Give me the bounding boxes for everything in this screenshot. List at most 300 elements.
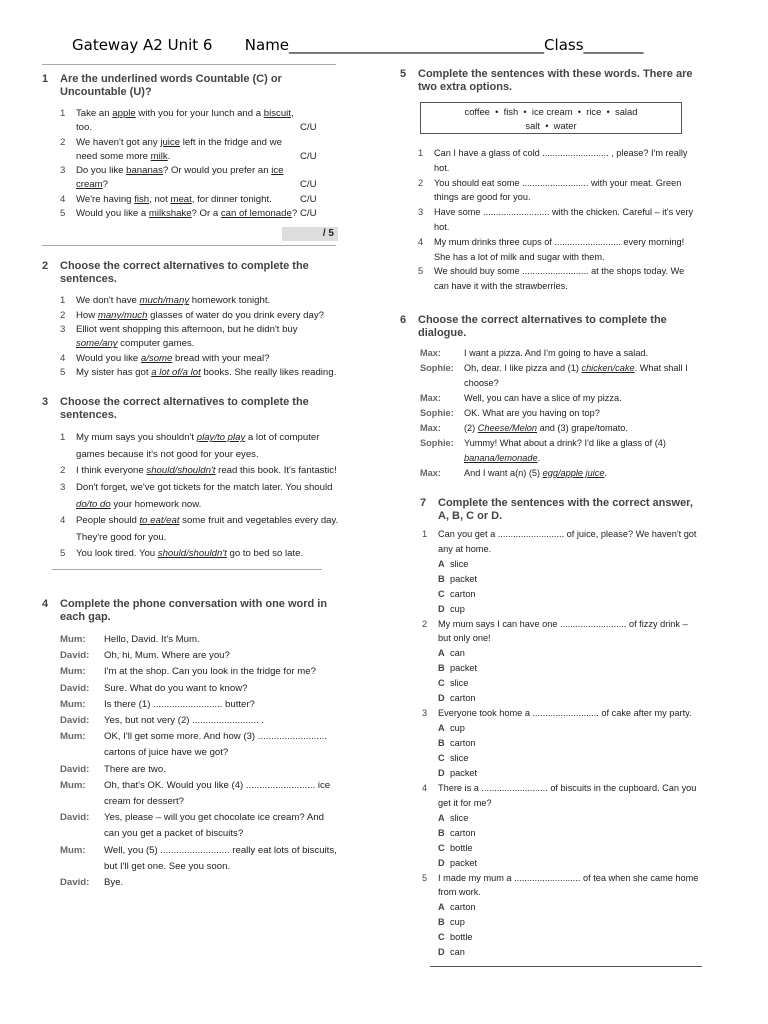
alternatives: a lot of/a lot xyxy=(151,366,201,378)
section-title: Choose the correct alternatives to complete the dialogue. xyxy=(418,313,667,339)
text: . xyxy=(167,150,171,162)
section-1 xyxy=(42,73,340,241)
option-text: bottle xyxy=(450,842,473,853)
list-item xyxy=(60,546,340,563)
item-number: 4 xyxy=(60,515,66,527)
speaker: Mum: xyxy=(60,844,86,856)
line-text: OK, I'll get some more. And how (3) .......................... cartons of juice have we got? xyxy=(104,731,328,759)
section-number: 1 xyxy=(42,73,49,85)
text: I want a pizza. And I'm going to have a salad. xyxy=(464,347,649,358)
list-item xyxy=(422,871,700,901)
option-text: carton xyxy=(450,902,476,913)
option-text: packet xyxy=(450,663,478,674)
line-text xyxy=(464,391,700,406)
line-text: Is there (1) .......................... butter? xyxy=(104,698,255,710)
dialogue-line xyxy=(420,436,700,466)
dialogue-line xyxy=(60,697,340,713)
line-text xyxy=(464,436,700,466)
option-letter: B xyxy=(438,827,445,838)
text: Well, you can have a slice of my pizza. xyxy=(464,392,622,403)
item-number: 3 xyxy=(60,481,66,493)
answer-option xyxy=(438,557,700,572)
dialogue-line xyxy=(420,406,700,421)
text: homework tonight. xyxy=(189,295,271,307)
score-box: / 5 xyxy=(282,227,338,241)
option-text: slice xyxy=(450,558,469,569)
item-text xyxy=(76,546,340,563)
alternatives: many/much xyxy=(97,309,148,321)
option-text: packet xyxy=(450,573,478,584)
option-text: can xyxy=(450,648,465,659)
class-label: Class xyxy=(544,36,584,54)
list-item xyxy=(60,513,340,546)
item-number: 4 xyxy=(422,782,428,793)
text: Would you like a xyxy=(76,208,149,220)
text: We don't have xyxy=(76,295,140,307)
text: We're having xyxy=(76,193,135,205)
option-text: cup xyxy=(450,917,465,928)
dialogue-line xyxy=(420,391,700,406)
item-text: Have some .......................... with the chicken. Careful – it's very hot. xyxy=(434,207,694,232)
list-item xyxy=(422,527,700,557)
alternatives: play/to play xyxy=(196,432,246,444)
item-number: 5 xyxy=(422,872,428,883)
speaker: Sophie: xyxy=(420,407,454,418)
underlined-word: biscuit xyxy=(263,108,291,119)
text: books. She really likes reading. xyxy=(200,366,337,378)
option-letter: D xyxy=(438,693,445,704)
answer-option xyxy=(438,587,700,602)
option-letter: C xyxy=(438,588,445,599)
answer-option xyxy=(438,602,700,617)
item-text: I made my mum a .......................... of tea when she came home from work. xyxy=(438,872,699,898)
right-column xyxy=(400,68,700,967)
list-item xyxy=(60,323,340,352)
item-number: 4 xyxy=(60,352,66,364)
item-number: 1 xyxy=(60,295,66,307)
dialogue xyxy=(60,632,340,891)
alternatives: banana/lemonade xyxy=(464,452,538,463)
item-number: 3 xyxy=(60,323,66,335)
section-number: 2 xyxy=(42,260,49,273)
answer-option xyxy=(438,751,700,766)
speaker: Max: xyxy=(420,347,441,358)
text: Elliot went shopping this afternoon, but he didn't buy xyxy=(76,323,298,335)
answer-options: C/U xyxy=(300,122,317,134)
line-text xyxy=(464,406,700,421)
text: with you for your lunch and a xyxy=(135,108,264,119)
item-text: Can I have a glass of cold .......................... , please? I'm really hot. xyxy=(434,148,688,173)
list-item xyxy=(60,107,340,136)
dialogue-line xyxy=(420,466,700,481)
dialogue-line xyxy=(60,810,340,842)
item-number: 2 xyxy=(418,177,424,188)
alternatives: to eat/eat xyxy=(139,515,180,527)
option-letter: A xyxy=(438,902,445,913)
section-number: 6 xyxy=(400,313,407,326)
section-3 xyxy=(42,396,340,570)
answer-options: C/U xyxy=(300,150,317,162)
line-text: Hello, David. It's Mum. xyxy=(104,633,200,645)
list-item xyxy=(60,164,340,193)
dialogue xyxy=(420,346,700,481)
item-text xyxy=(76,430,340,463)
item-text: My mum says I can have one .......................... of fizzy drink – but only one! xyxy=(438,618,688,644)
underlined-word: milk xyxy=(150,150,168,162)
list-item xyxy=(60,366,340,380)
dialogue-line xyxy=(60,843,340,875)
dialogue-line xyxy=(420,421,700,436)
text: You look tired. You xyxy=(76,548,158,560)
speaker: Sophie: xyxy=(420,362,454,373)
list-item xyxy=(60,294,340,308)
list-item xyxy=(418,235,700,265)
item-number: 5 xyxy=(60,366,66,378)
option-letter: A xyxy=(438,558,445,569)
section-6 xyxy=(400,314,700,481)
option-text: carton xyxy=(450,693,476,704)
text: glasses of water do you drink every day? xyxy=(147,309,324,321)
item-number: 2 xyxy=(60,136,66,148)
option-text: packet xyxy=(450,857,478,868)
list-item xyxy=(60,193,340,207)
line-text: There are two. xyxy=(104,763,166,775)
item-text xyxy=(76,323,340,352)
speaker: David: xyxy=(60,650,90,662)
answer-option xyxy=(438,811,700,826)
list-item xyxy=(422,617,700,647)
option-letter: C xyxy=(438,842,445,853)
class-line: ________ xyxy=(583,36,644,54)
alternatives: Cheese/Melon xyxy=(477,422,538,433)
text: . What shall I choose? xyxy=(464,362,688,388)
underlined-word: bananas xyxy=(126,165,163,177)
dialogue-line xyxy=(60,762,340,778)
line-text: Yes, but not very (2) ......................... . xyxy=(104,714,265,726)
item-text xyxy=(76,480,340,513)
speaker: David: xyxy=(60,812,90,824)
answer-option xyxy=(438,841,700,856)
section-5 xyxy=(400,68,700,294)
text: OK. What are you having on top? xyxy=(464,407,600,418)
alternatives: some/any xyxy=(76,338,118,350)
item-number: 1 xyxy=(60,108,66,119)
divider xyxy=(42,245,336,246)
text: some fruit and vegetables every day. They're good for you. xyxy=(76,515,339,543)
list-item xyxy=(60,309,340,323)
text: I think everyone xyxy=(76,465,147,477)
text: go to bed so late. xyxy=(226,548,304,560)
section-4 xyxy=(42,598,340,891)
option-letter: A xyxy=(438,812,445,823)
answer-option xyxy=(438,572,700,587)
name-line: __________________________________ xyxy=(289,36,545,54)
text: Don't forget, we've got tickets for the match later. You should xyxy=(76,481,333,493)
item-text xyxy=(76,207,300,221)
list-item xyxy=(418,146,700,176)
alternatives: egg/apple juice xyxy=(542,467,605,478)
left-column xyxy=(42,64,340,891)
option-text: carton xyxy=(450,588,476,599)
item-text xyxy=(76,107,300,136)
item-text: There is a .......................... of biscuits in the cupboard. Can you get it for me? xyxy=(438,782,697,808)
item-number: 4 xyxy=(60,193,66,205)
item-number: 3 xyxy=(422,708,428,719)
word-box-row: coffee • fish • ice cream • rice • salad xyxy=(464,106,638,117)
underlined-word: milkshake xyxy=(148,208,192,220)
option-letter: B xyxy=(438,917,445,928)
text: ? Or a xyxy=(191,208,221,220)
speaker: David: xyxy=(60,876,90,888)
option-text: carton xyxy=(450,827,476,838)
speaker: Mum: xyxy=(60,698,86,710)
line-text xyxy=(464,421,700,436)
line-text xyxy=(464,361,700,391)
underlined-word: fish xyxy=(134,193,150,205)
dialogue-line xyxy=(60,632,340,648)
item-text xyxy=(76,309,340,323)
answer-option xyxy=(438,661,700,676)
item-number: 1 xyxy=(422,528,428,539)
option-letter: D xyxy=(438,857,445,868)
section-title: Complete the phone conversation with one word in each gap. xyxy=(60,597,328,623)
answer-option xyxy=(438,900,700,915)
section-title: Complete the sentences with these words. There are two extra options. xyxy=(418,68,693,93)
text: . xyxy=(537,452,541,463)
text: My mum says you shouldn't xyxy=(76,432,197,444)
text: bread with your meal? xyxy=(172,352,270,364)
option-letter: B xyxy=(438,573,445,584)
line-text xyxy=(464,346,700,361)
item-text: Can you get a .......................... of juice, please? We haven't got any at home. xyxy=(438,528,697,554)
list-item xyxy=(60,136,340,165)
text: Yummy! What about a drink? I'd like a glass of (4) xyxy=(464,437,666,448)
dialogue-line xyxy=(60,875,340,891)
underlined-word: apple xyxy=(112,108,136,119)
answer-option xyxy=(438,856,700,871)
dialogue-line xyxy=(60,778,340,810)
line-text: Sure. What do you want to know? xyxy=(104,682,248,694)
text: (2) xyxy=(464,422,478,433)
text: Oh, dear. I like pizza and (1) xyxy=(464,362,582,373)
speaker: David: xyxy=(60,763,90,775)
answer-option xyxy=(438,691,700,706)
text: read this book. It's fantastic! xyxy=(215,465,337,477)
text: , for dinner tonight. xyxy=(191,193,272,205)
section-number: 5 xyxy=(400,68,407,80)
item-number: 3 xyxy=(418,207,424,218)
section-number: 4 xyxy=(42,597,49,610)
item-number: 2 xyxy=(60,309,66,321)
list-item xyxy=(60,352,340,366)
item-text xyxy=(76,513,340,546)
dialogue-line xyxy=(420,361,700,391)
worksheet-header xyxy=(72,36,644,54)
text: left in the fridge and we need some more xyxy=(76,136,282,162)
text: Do you like xyxy=(76,165,127,177)
item-text: Everyone took home a .......................... of cake after my party. xyxy=(438,708,692,719)
word-box-row: salt • water xyxy=(525,120,577,131)
answer-option xyxy=(438,721,700,736)
item-number: 5 xyxy=(418,266,424,277)
speaker: David: xyxy=(60,682,90,694)
divider xyxy=(52,569,322,570)
alternatives: much/many xyxy=(139,295,190,307)
item-text xyxy=(76,193,300,207)
item-text xyxy=(76,164,300,193)
speaker: Max: xyxy=(420,392,441,403)
item-number: 5 xyxy=(60,208,66,220)
option-letter: A xyxy=(438,722,445,733)
list-item xyxy=(418,205,700,235)
answer-option xyxy=(438,676,700,691)
section-number: 7 xyxy=(420,496,427,509)
answer-option xyxy=(438,646,700,661)
speaker: Mum: xyxy=(60,779,86,791)
option-letter: D xyxy=(438,603,445,614)
option-letter: C xyxy=(438,932,445,943)
speaker: Max: xyxy=(420,422,441,433)
item-text: My mum drinks three cups of .......................... every morning! She has a lot of milk and sugar with them. xyxy=(434,236,685,262)
item-list xyxy=(420,527,700,960)
item-number: 2 xyxy=(422,618,428,629)
text: , not xyxy=(149,193,171,205)
speaker: Max: xyxy=(420,467,441,478)
underlined-word: meat xyxy=(170,193,192,205)
text: Would you like xyxy=(76,352,141,364)
item-list xyxy=(60,107,340,221)
divider xyxy=(430,966,702,967)
text: ? xyxy=(291,208,298,220)
alternatives: should/shouldn't xyxy=(146,465,216,477)
text: Take an xyxy=(76,108,113,119)
list-item xyxy=(60,207,340,221)
item-text xyxy=(76,463,340,480)
option-letter: D xyxy=(438,947,445,958)
item-text: We should buy some .......................... at the shops today. We can have it with the strawberries. xyxy=(434,266,685,292)
item-number: 1 xyxy=(418,148,424,158)
line-text: Oh, hi, Mum. Where are you? xyxy=(104,650,230,662)
text: computer games. xyxy=(117,338,195,350)
item-number: 3 xyxy=(60,165,66,177)
section-2 xyxy=(42,260,340,380)
answer-options: C/U xyxy=(300,193,317,205)
item-number: 1 xyxy=(60,432,66,444)
list-item xyxy=(422,706,700,721)
line-text xyxy=(464,466,700,481)
section-number: 3 xyxy=(42,396,49,409)
answer-option xyxy=(438,915,700,930)
item-number: 5 xyxy=(60,548,66,560)
text: your homework now. xyxy=(110,498,202,510)
speaker: Mum: xyxy=(60,633,86,645)
option-text: slice xyxy=(450,678,469,689)
answer-options: C/U xyxy=(300,179,317,191)
list-item xyxy=(418,264,700,294)
answer-option xyxy=(438,930,700,945)
text: a lot of computer games because it's not good for your eyes. xyxy=(76,432,320,460)
text: We haven't got any xyxy=(76,136,161,148)
list-item xyxy=(60,430,340,463)
answer-option xyxy=(438,945,700,960)
worksheet-title: Gateway A2 Unit 6 xyxy=(72,36,213,54)
text: How xyxy=(76,309,98,321)
section-title: Choose the correct alternatives to complete the sentences. xyxy=(60,260,309,286)
option-text: cup xyxy=(450,603,465,614)
dialogue-line xyxy=(60,713,340,729)
section-title: Complete the sentences with the correct answer, A, B, C or D. xyxy=(438,496,693,522)
line-text: Well, you (5) .......................... really eat lots of biscuits, but I'll get one. See you soon. xyxy=(104,844,337,872)
item-number: 4 xyxy=(418,236,424,247)
alternatives: do/to do xyxy=(76,498,111,510)
answer-options: C/U xyxy=(300,208,317,220)
item-list xyxy=(418,146,700,294)
text: ? Or would you prefer an xyxy=(162,165,272,177)
alternatives: a/some xyxy=(140,352,173,364)
item-text xyxy=(76,294,340,308)
dialogue-line xyxy=(60,681,340,697)
item-text xyxy=(76,136,300,165)
option-letter: B xyxy=(438,663,445,674)
text: My sister has got xyxy=(76,366,152,378)
item-list xyxy=(60,430,340,563)
item-list xyxy=(60,294,340,380)
text: . xyxy=(604,467,608,478)
item-number: 2 xyxy=(60,465,66,477)
text: ? xyxy=(102,179,108,191)
line-text: Bye. xyxy=(104,876,124,888)
speaker: Mum: xyxy=(60,731,86,743)
section-title: Are the underlined words Countable (C) or Uncountable (U)? xyxy=(60,73,282,98)
speaker: David: xyxy=(60,714,90,726)
speaker: Mum: xyxy=(60,666,86,678)
dialogue-line xyxy=(420,346,700,361)
option-text: slice xyxy=(450,752,469,763)
option-text: cup xyxy=(450,722,465,733)
option-text: carton xyxy=(450,737,476,748)
underlined-word: ice cream xyxy=(76,165,284,191)
list-item xyxy=(60,463,340,480)
item-text xyxy=(76,352,340,366)
option-text: packet xyxy=(450,767,478,778)
option-letter: D xyxy=(438,767,445,778)
alternatives: should/shouldn't xyxy=(157,548,227,560)
underlined-word: juice xyxy=(160,136,181,148)
section-7 xyxy=(420,497,700,967)
option-letter: C xyxy=(438,678,445,689)
line-text: I'm at the shop. Can you look in the fridge for me? xyxy=(104,666,316,678)
word-box xyxy=(420,102,682,134)
option-text: bottle xyxy=(450,932,473,943)
option-letter: A xyxy=(438,648,445,659)
section-title: Choose the correct alternatives to complete the sentences. xyxy=(60,396,309,422)
text: People should xyxy=(76,515,140,527)
text: and (3) grape/tomato. xyxy=(537,422,628,433)
list-item xyxy=(422,781,700,811)
answer-option xyxy=(438,826,700,841)
line-text: Yes, please – will you get chocolate ice cream? And can you get a packet of biscuits? xyxy=(104,812,324,840)
alternatives: chicken/cake xyxy=(581,362,635,373)
speaker: Sophie: xyxy=(420,437,454,448)
option-letter: B xyxy=(438,737,445,748)
list-item xyxy=(418,176,700,206)
text: , too. xyxy=(76,108,294,134)
text: And I want a(n) (5) xyxy=(464,467,543,478)
divider xyxy=(42,64,336,65)
dialogue-line xyxy=(60,648,340,664)
answer-option xyxy=(438,766,700,781)
option-text: can xyxy=(450,947,465,958)
